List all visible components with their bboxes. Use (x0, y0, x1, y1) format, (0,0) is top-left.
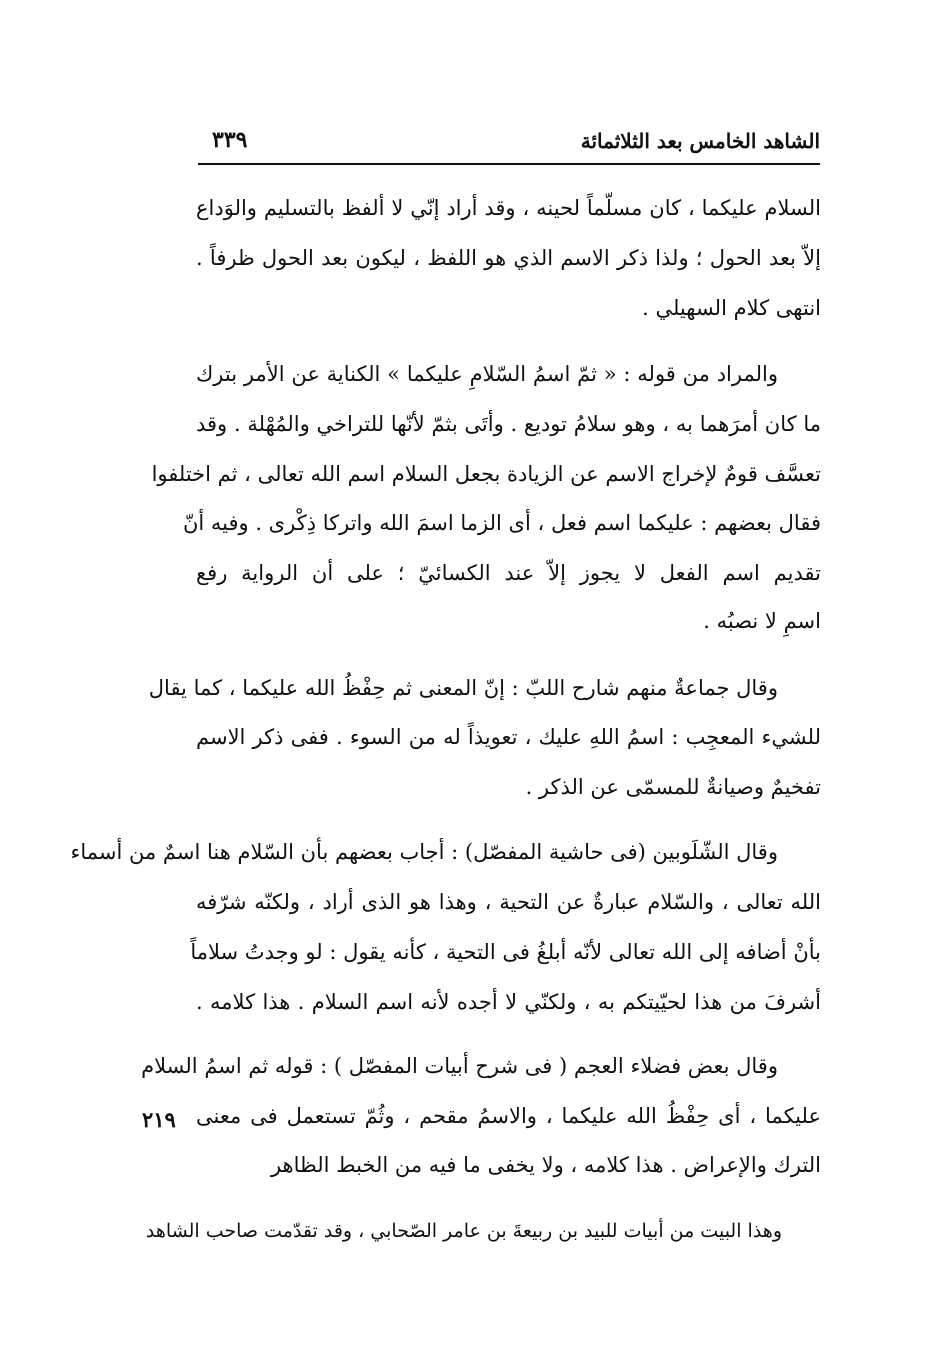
text-line: وقال الشّلَوبين (فى حاشية المفصّل) : أجاب بعضهم بأن السّلام هنا اسمٌ من أسماء (70, 840, 778, 864)
text-line: للشيء المعجِب : اسمُ اللهِ عليك ، تعويذاً له من السوء . ففى ذكر الاسم (196, 725, 821, 749)
text-line: فقال بعضهم : عليكما اسم فعل ، أى الزما اسمَ الله واتركا ذِكْرى . وفيه أنّ (182, 511, 821, 535)
running-title: الشاهد الخامس بعد الثلاثمائة (580, 129, 820, 153)
text-line: وقال جماعةٌ منهم شارح اللبّ : إنّ المعنى ثم حِفْظُ الله عليكما ، كما يقال (148, 676, 778, 700)
margin-reference-number: ٢١٩ (142, 1107, 176, 1132)
text-line: الله تعالى ، والسّلام عبارةٌ عن التحية ، وهذا هو الذى أراد ، ولكنّه شرّفه (196, 890, 821, 914)
text-line: تقديم اسم الفعل لا يجوز إلاّ عند الكسائيّ ؛ على أن الرواية رفع (196, 561, 821, 585)
text-line: تفخيمٌ وصيانةٌ للمسمّى عن الذكر . (525, 775, 821, 799)
page-number: ٣٣٩ (212, 127, 248, 153)
footer-note: وهذا البيت من أبيات للبيد بن ربيعةَ بن عامر الصّحابي ، وقد تقدّمت صاحب الشاهد (145, 1220, 782, 1242)
text-line: أشرفَ من هذا لحيّيتكم به ، ولكنّي لا أجده لأنه اسم السلام . هذا كلامه . (196, 990, 821, 1014)
text-line: الترك والإعراض . هذا كلامه ، ولا يخفى ما فيه من الخبط الظاهر (270, 1153, 821, 1177)
text-line: تعسَّف قومٌ لإخراج الاسم عن الزيادة بجعل السلام اسم الله تعالى ، ثم اختلفوا (151, 462, 821, 486)
text-line: اسمِ لا نصبُه . (703, 609, 821, 633)
text-line: والمراد من قوله : « ثمّ اسمُ السّلامِ عليكما » الكناية عن الأمر بترك (196, 362, 778, 386)
text-line: إلاّ بعد الحول ؛ ولذا ذكر الاسم الذي هو اللفظ ، ليكون بعد الحول ظرفاً . (196, 246, 821, 270)
text-line: بأنْ أضافه إلى الله تعالى لأنّه أبلغُ فى التحية ، كأنه يقول : لو وجدتُ سلاماً (190, 940, 821, 964)
text-line: ما كان أمرَهما به ، وهو سلامُ توديع . وأتَى بثمّ لأنّها للتراخي والمُهْلة . وقد (196, 412, 821, 436)
text-line: عليكما ، أى حِفْظُ الله عليكما ، والاسمُ مقحم ، وثُمّ تستعمل فى معنى (196, 1104, 821, 1128)
page-header (198, 125, 820, 163)
header-rule (198, 163, 820, 165)
text-line: انتهى كلام السهيلي . (642, 296, 821, 320)
text-line: وقال بعض فضلاء العجم ( فى شرح أبيات المفصّل ) : قوله ثم اسمُ السلام (141, 1054, 778, 1078)
text-line: السلام عليكما ، كان مسلّماً لحينه ، وقد أراد إنّي لا ألفظ بالتسليم والوَداع (196, 196, 821, 220)
